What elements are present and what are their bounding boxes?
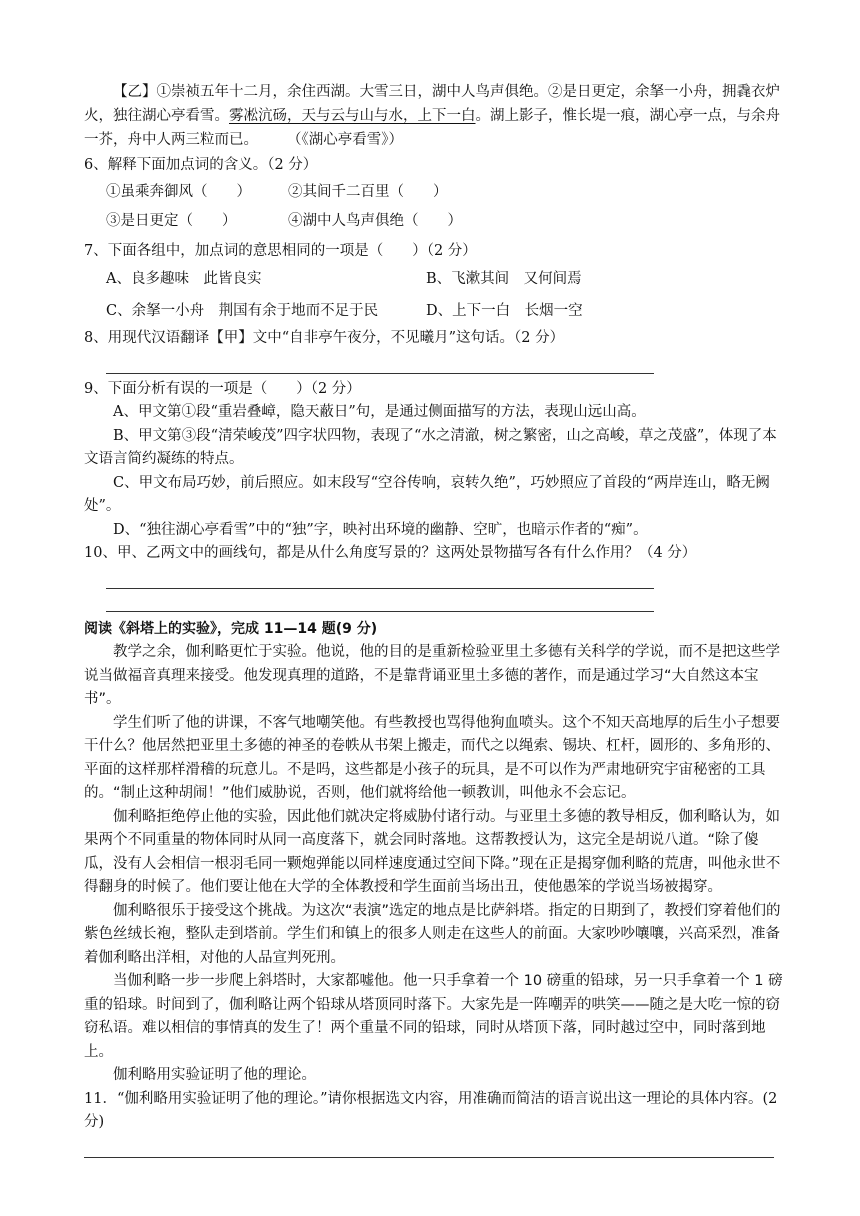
q6-stem: 6、解释下面加点词的含义。（2 分）	[84, 157, 318, 173]
q7-option-c: C、余拏一小舟 荆国有余于地而不足于民	[106, 303, 379, 319]
reading-paragraph-3: 伽利略拒绝停止他的实验，因此他们就决定将威胁付诸行动。与亚里土多德的教导相反，伽利略认为，如果两个不同重量的物体同时从同一高度落下，就会同时落地。这帮教授认为，这完全是胡说八道。“除了傻瓜，没有人会相信一根羽毛同一颗炮弹能以同样速度通过空间下降。”现在正是揭穿伽利略的荒唐，叫他永世不得翻身的时候了。他们要让他在大学的全体教授和学生面前当场出丑，使他愚笨的学说当场被揭穿。	[84, 808, 781, 895]
reading-heading: 阅读《斜塔上的实验》，完成 11—14 题(9 分)	[84, 620, 378, 637]
q11-stem: 11．“伽利略用实验证明了他的理论。”请你根据选文内容，用准确而简洁的语言说出这一理论的具体内容。(2 分)	[84, 1090, 778, 1130]
reading-paragraph-2: 学生们听了他的讲课，不客气地嘲笑他。有些教授也骂得他狗血喷头。这个不知天高地厚的后生小子想要干什么？他居然把亚里土多德的神圣的卷帙从书架上搬走，而代之以绳索、锡块、杠杆，圆形的、多角形的、平面的这样那样滑稽的玩意儿。不是吗，这些都是小孩子的玩具，是不可以作为严肃地研究宇宙秘密的工具的。“制止这种胡闹！”他们威胁说，否则，他们就将给他一顿教训，叫他永不会忘记。	[84, 714, 780, 801]
q9-option-c: C、甲文布局巧妙，前后照应。如末段写“空谷传响，哀转久绝”，巧妙照应了首段的“两岸连山，略无阙处”。	[84, 474, 770, 514]
q9-stem: 9、下面分析有误的一项是（ ）（2 分）	[84, 380, 361, 397]
q6-row-1	[84, 178, 784, 207]
q6-row-2	[84, 207, 784, 236]
q10-answer-line-2[interactable]	[106, 589, 654, 612]
yi-underlined-sentence: 雾凇沆砀，天与云与山与水，上下一白	[229, 108, 476, 124]
q10-stem: 10、甲、乙两文中的画线句，都是从什么角度写景的？这两处景物描写各有什么作用？（4 分）	[84, 545, 697, 561]
reading-paragraph-6: 伽利略用实验证明了他的理论。	[113, 1067, 316, 1083]
exam-page	[84, 80, 784, 1158]
yi-source: （《湖心亭看雪》）	[287, 132, 403, 148]
yi-sentence-1: ①崇祯五年十二月，余住西湖。大雪三日，湖中人鸟声俱绝。②是日更定，余拏一小舟，拥毳衣炉火，独往湖心亭看雪。	[84, 84, 780, 124]
q6-item-2: ②其间千二百里（ ）	[288, 183, 448, 200]
yi-label: 【乙】	[113, 84, 157, 100]
reading-paragraph-5: 当伽利略一步一步爬上斜塔时，大家都嘘他。他一只手拿着一个 10 磅重的铅球，另一只手拿着一个 1 磅重的铅球。时间到了，伽利略让两个铅球从塔顶同时落下。大家先是一阵嘲弄的哄笑——随之是大吃一惊的窃窃私语。难以相信的事情真的发生了！两个重量不同的铅球，同时从塔顶下落，同时越过空中，同时落到地上。	[84, 973, 783, 1060]
q7-option-b: B、飞漱其间 又何间焉	[426, 271, 582, 287]
q6-item-4: ④湖中人鸟声俱绝（ ）	[288, 212, 462, 229]
q10-answer-line-1[interactable]	[106, 566, 654, 589]
q7-option-a: A、良多趣味 此皆良实	[106, 271, 262, 287]
q9-option-a: A、甲文第①段“重岩叠嶂，隐天蔽日”句，是通过侧面描写的方法，表现山远山高。	[113, 404, 646, 420]
yi-passage	[84, 80, 784, 152]
q6-item-1: ①虽乘奔御风（ ）	[106, 183, 251, 200]
q7-stem: 7、下面各组中，加点词的意思相同的一项是（ ）（2 分）	[84, 242, 477, 259]
q8-stem: 8、用现代汉语翻译【甲】文中“自非亭午夜分，不见曦月”这句话。（2 分）	[84, 330, 565, 346]
reading-paragraph-4: 伽利略很乐于接受这个挑战。为这次“表演”选定的地点是比萨斜塔。指定的日期到了，教授们穿着他们的紫色丝绒长袍，整队走到塔前。学生们和镇上的很多人则走在这些人的前面。大家吵吵嚷嚷，兴高采烈，准备着伽利略出洋相，对他的人品宣判死刑。	[84, 902, 781, 966]
q9-option-b: B、甲文第③段“清荣峻茂”四字状四物，表现了“水之清澈，树之繁密，山之高峻，草之茂盛”，体现了本文语言简约凝练的特点。	[84, 427, 777, 467]
q7-row-2	[84, 295, 784, 327]
q9-option-d: D、“独往湖心亭看雪”中的“独”字，映衬出环境的幽静、空旷，也暗示作者的“痴”。	[113, 521, 648, 538]
q8-answer-line[interactable]	[106, 351, 654, 374]
q7-option-d: D、上下一白 长烟一空	[426, 303, 583, 319]
q6-item-3: ③是日更定（ ）	[106, 212, 237, 229]
yi-sentence-2: 。湖上影子，惟长堤一痕，湖心亭一点，与余舟一芥，舟中人两三粒而已。	[84, 108, 780, 148]
q7-row-1	[84, 263, 784, 295]
q11-answer-line[interactable]	[84, 1135, 774, 1158]
reading-paragraph-1: 教学之余，伽利略更忙于实验。他说，他的目的是重新检验亚里土多德有关科学的学说，而不是把这些学说当做福音真理来接受。他发现真理的道路，不是靠背诵亚里土多德的著作，而是通过学习“大自然这本宝书”。	[84, 644, 780, 707]
